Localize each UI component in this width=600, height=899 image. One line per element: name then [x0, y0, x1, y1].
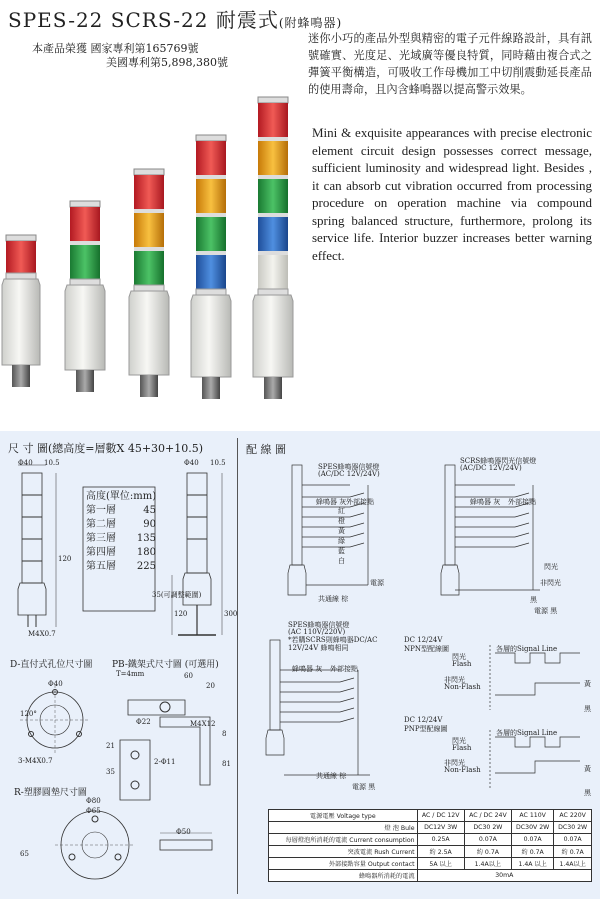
- spec-buzzer-value: 30mA: [417, 870, 591, 882]
- title-main: SPES-22 SCRS-22 耐震式: [8, 8, 279, 32]
- wiring-diagram-3: [266, 640, 370, 775]
- pnp-flash-en: Flash: [452, 744, 472, 752]
- spec-header-cell: AC 110V: [512, 810, 554, 822]
- height-table-title: 高度(單位:mm): [86, 491, 157, 502]
- spec-buzzer-label: 蜂鳴器所消耗的電流: [269, 870, 418, 882]
- description-english: Mini & exquisite appearances with precise electronic element circuit design possesses correct message, sufficient luminosity and widespread light. Besides , it can absorb cut vibration occurred from processing procedure on operation machine via compound spring balanced structure, furthermore, prolong its service life. Interior buzzer increases better warning effect.: [312, 125, 592, 263]
- tower-light-3-tier: [129, 169, 169, 397]
- height-row: 第四層 180: [86, 547, 156, 558]
- rubber-d80: Φ80: [86, 797, 101, 805]
- pnp-nonflash: 非閃光: [444, 759, 465, 767]
- dim-d105b: 10.5: [210, 459, 226, 467]
- npn-type: NPN型配線圖: [404, 645, 449, 653]
- wire-white: 白: [338, 557, 345, 565]
- patent-line-1: 本產品榮獲 國家專利第165769號: [32, 42, 199, 55]
- spec-cell: 每層燈泡所消耗的電流 Current consumption: [269, 834, 418, 846]
- page-title: [8, 4, 342, 33]
- wire-orange: 橙: [338, 517, 345, 525]
- spec-cell: DC12V 3W: [417, 822, 464, 834]
- tower-light-1-tier: [2, 235, 40, 387]
- tower-profile-drawing: [18, 465, 56, 627]
- table-row: [269, 822, 592, 834]
- pnp-flash: 閃光: [452, 737, 466, 745]
- table-row: [269, 858, 592, 870]
- diag3-buzzer: 蜂鳴器 灰: [292, 665, 323, 673]
- diag2-contact: 外部接點: [508, 498, 536, 506]
- spec-header-cell: 電源電壓 Voltage type: [269, 810, 418, 822]
- tower-light-5-tier: [253, 97, 293, 399]
- bracket-d22: Φ22: [136, 718, 151, 726]
- spec-cell: 5A 以上: [417, 858, 464, 870]
- spec-cell: 1.4A以上: [464, 858, 511, 870]
- diag2-buzzer: 蜂鳴器 灰: [470, 498, 501, 506]
- hole-deg: 120°: [20, 710, 37, 718]
- table-row: [269, 810, 592, 822]
- spec-cell: DC30 2W: [464, 822, 511, 834]
- pnp-yellow: 黃: [584, 765, 591, 773]
- npn-yellow: 黃: [584, 680, 591, 688]
- wiring-diagram-2: [441, 465, 540, 595]
- bracket-d11: 2-Φ11: [154, 758, 176, 766]
- bracket-d60: 60: [184, 672, 193, 680]
- dim-d120b: 120: [174, 610, 188, 618]
- npn-nonflash-en: Non-Flash: [444, 683, 481, 691]
- table-row: [269, 870, 592, 882]
- npn-signal-line: 各層的Signal Line: [496, 645, 558, 653]
- diag2-black: 黑: [530, 596, 537, 604]
- bracket-d21: 21: [106, 742, 115, 750]
- table-row: [269, 834, 592, 846]
- spec-cell: DC30V 2W: [512, 822, 554, 834]
- rubber-d65: Φ65: [86, 807, 101, 815]
- diag1-common: 共通線 棕: [318, 595, 349, 603]
- diag3-voltage: (AC 110V/220V): [288, 628, 346, 636]
- diag2-nonflash: 非閃光: [540, 579, 561, 587]
- spec-cell: 約 0.7A: [464, 846, 511, 858]
- spec-cell: 約 0.7A: [512, 846, 554, 858]
- npn-nonflash: 非閃光: [444, 676, 465, 684]
- diag1-contact: 外部接點: [346, 498, 374, 506]
- diag2-flash: 閃光: [544, 563, 558, 571]
- pnp-nonflash-en: Non-Flash: [444, 766, 481, 774]
- bracket-d81: 81: [222, 760, 231, 768]
- diag2-voltage: (AC/DC 12V/24V): [460, 464, 522, 472]
- pnp-black: 黑: [584, 789, 591, 797]
- spec-cell: 0.07A: [512, 834, 554, 846]
- wiring-heading: 配 線 圖: [246, 443, 286, 456]
- diag3-contact: 外部接點: [330, 665, 358, 673]
- wire-red: 紅: [338, 507, 345, 515]
- height-row: 第一層 45: [86, 505, 156, 516]
- pnp-signal-diagram: [490, 730, 580, 790]
- hole-pattern-drawing: [20, 685, 90, 755]
- bracket-d35: 35: [106, 768, 115, 776]
- pnp-signal-line: 各層的Signal Line: [496, 729, 558, 737]
- dim-d300: 300: [224, 610, 238, 618]
- patent-line-2: 美國專利第5,898,380號: [106, 56, 228, 69]
- dim-d35: 35(可調整範圍): [152, 591, 202, 599]
- bracket-drawing: [120, 700, 210, 800]
- diag3-common: 共通線 棕: [316, 772, 347, 780]
- height-row: 第三層 135: [86, 533, 156, 544]
- spec-header-cell: AC / DC 12V: [417, 810, 464, 822]
- diag2-power-black: 電源 黑: [534, 607, 558, 615]
- diag3-power-black: 電源 黑: [352, 783, 376, 791]
- description-chinese: 迷你小巧的產品外型與精密的電子元件線路設計，具有訊號確實、光度足、光域廣等優良特質，同時藉由複合式之彈簧平衡構造，可吸收工作母機加工中切削震動延長產品的使用壽命，且內含蜂鳴器以提高警示效果。: [308, 32, 592, 96]
- wire-blue: 藍: [338, 547, 345, 555]
- pnp-title: DC 12/24V: [404, 716, 443, 724]
- diag3-note: *若購SCRS則蜂鳴器DC/AC 12V/24V 蜂鳴相同: [288, 636, 378, 652]
- spec-cell: DC30 2W: [554, 822, 592, 834]
- dimension-heading: 尺 寸 圖(總高度=層數X 45+30+10.5): [8, 442, 204, 455]
- wire-yellow: 黃: [338, 527, 345, 535]
- tower-light-2-tier: [65, 201, 105, 392]
- table-row: [269, 846, 592, 858]
- bracket-t: T=4mm: [116, 670, 145, 678]
- spec-header-cell: AC 220V: [554, 810, 592, 822]
- npn-title: DC 12/24V: [404, 636, 443, 644]
- spec-cell: 1.4A 以上: [512, 858, 554, 870]
- hole-pattern-title: D-直付式孔位尺寸圖: [10, 660, 93, 670]
- hole-d40: Φ40: [48, 680, 63, 688]
- spec-cell: 突波電流 Rush Current: [269, 846, 418, 858]
- spec-cell: 約 0.7A: [554, 846, 592, 858]
- pnp-type: PNP型配線圖: [404, 725, 448, 733]
- spec-cell: 外部接點容量 Output contact: [269, 858, 418, 870]
- dim-d120: 120: [58, 555, 72, 563]
- rubber-pad-title: R-塑膠圓墊尺寸圖: [14, 788, 87, 798]
- diag2-title: SCRS蜂鳴器閃光信號燈: [460, 457, 537, 465]
- height-row: 第二層 90: [86, 519, 156, 530]
- rubber-d65h: 65: [20, 850, 29, 858]
- dim-d105: 10.5: [44, 459, 60, 467]
- npn-flash-en: Flash: [452, 660, 472, 668]
- spec-cell: 約 2.5A: [417, 846, 464, 858]
- spec-cell: 0.07A: [554, 834, 592, 846]
- title-sub: (附蜂鳴器): [278, 16, 343, 30]
- dim-m4: M4X0.7: [28, 630, 56, 638]
- diag1-buzzer: 蜂鳴器 灰: [316, 498, 347, 506]
- rubber-d50: Φ50: [176, 828, 191, 836]
- npn-signal-diagram: [490, 645, 580, 710]
- diag1-power: 電源: [370, 579, 384, 587]
- npn-flash: 閃光: [452, 653, 466, 661]
- hole-m4: 3-M4X0.7: [18, 757, 53, 765]
- tower-light-4-tier: [191, 135, 231, 399]
- spec-table: [268, 809, 592, 882]
- spec-cell: 0.07A: [464, 834, 511, 846]
- wire-green: 綠: [338, 537, 345, 545]
- spec-header-cell: AC / DC 24V: [464, 810, 511, 822]
- spec-cell: 0.25A: [417, 834, 464, 846]
- dim-d40: Φ40: [18, 459, 33, 467]
- panel-divider: [237, 438, 238, 894]
- bracket-d20: 20: [206, 682, 215, 690]
- wiring-diagram-1: [288, 465, 368, 595]
- height-table: [86, 490, 156, 574]
- diag1-voltage: (AC/DC 12V/24V): [318, 470, 380, 478]
- spec-cell: 1.4A以上: [554, 858, 592, 870]
- bracket-d8: 8: [222, 730, 227, 738]
- product-photo: [0, 85, 305, 430]
- bracket-title: PB-鐵架式尺寸圖 (可選用): [112, 660, 219, 670]
- diag1-title: SPES蜂鳴器信號燈: [318, 463, 380, 471]
- diag3-title: SPES蜂鳴器信號燈: [288, 621, 350, 629]
- npn-black: 黑: [584, 705, 591, 713]
- height-row: 第五層 225: [86, 561, 156, 572]
- bracket-m4: M4X12: [190, 720, 216, 728]
- rubber-pad-drawing: [55, 811, 212, 879]
- spec-cell: 燈 泡 Bule: [269, 822, 418, 834]
- dim-d40b: Φ40: [184, 459, 199, 467]
